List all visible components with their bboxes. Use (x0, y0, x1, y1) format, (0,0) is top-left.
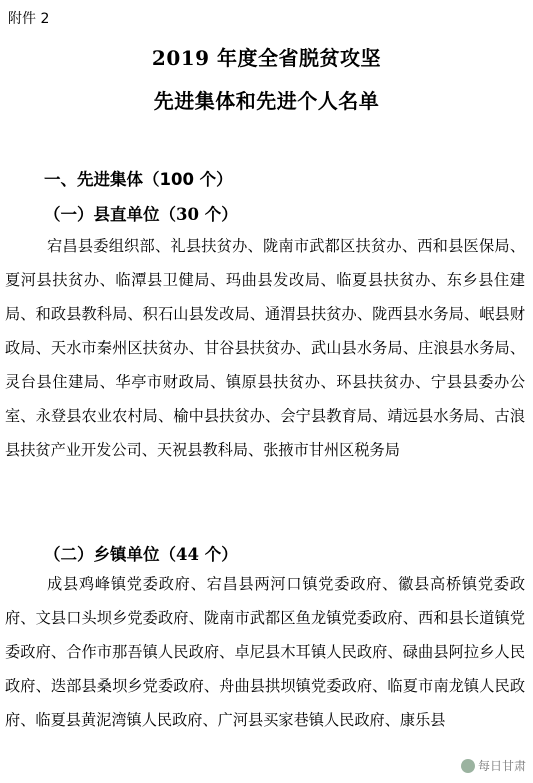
watermark-text: 每日甘肃 (477, 759, 526, 773)
wechat-icon (461, 759, 475, 773)
attachment-label: 附件 2 (8, 11, 50, 27)
subsection-heading-township: （二）乡镇单位（44 个） (44, 545, 238, 564)
township-units-list: 成县鸡峰镇党委政府、宕昌县两河口镇党委政府、徽县高桥镇党委政府、文县口头坝乡党委政府、陇南市武都区鱼龙镇党委政府、西和县长道镇党委政府、合作市那吾镇人民政府、卓尼县木耳镇人民政府、碌曲县阿拉乡人民政府、迭部县桑坝乡党委政府、舟曲县拱坝镇党委政府、临夏市南龙镇人民政府、临夏县黄泥湾镇人民政府、广河县买家巷镇人民政府、康乐县 (5, 575, 525, 729)
section-heading-collectives: 一、先进集体（100 个） (44, 170, 233, 189)
subsection-heading-county: （一）县直单位（30 个） (44, 205, 238, 224)
county-units-list: 宕昌县委组织部、礼县扶贫办、陇南市武都区扶贫办、西和县医保局、夏河县扶贫办、临潭县卫健局、玛曲县发改局、临夏县扶贫办、东乡县住建局、和政县教科局、积石山县发改局、通渭县扶贫办、陇西县水务局、岷县财政局、天水市秦州区扶贫办、甘谷县扶贫办、武山县水务局、庄浪县水务局、灵台县住建局、华亭市财政局、镇原县扶贫办、环县扶贫办、宁县县委办公室、永登县农业农村局、榆中县扶贫办、会宁县教育局、靖远县水务局、古浪县扶贫产业开发公司、天祝县教科局、张掖市甘州区税务局 (5, 237, 525, 459)
document-title-line-1: 2019 年度全省脱贫攻坚 (151, 46, 382, 70)
document-title-line-2: 先进集体和先进个人名单 (153, 89, 380, 113)
watermark (458, 756, 529, 775)
